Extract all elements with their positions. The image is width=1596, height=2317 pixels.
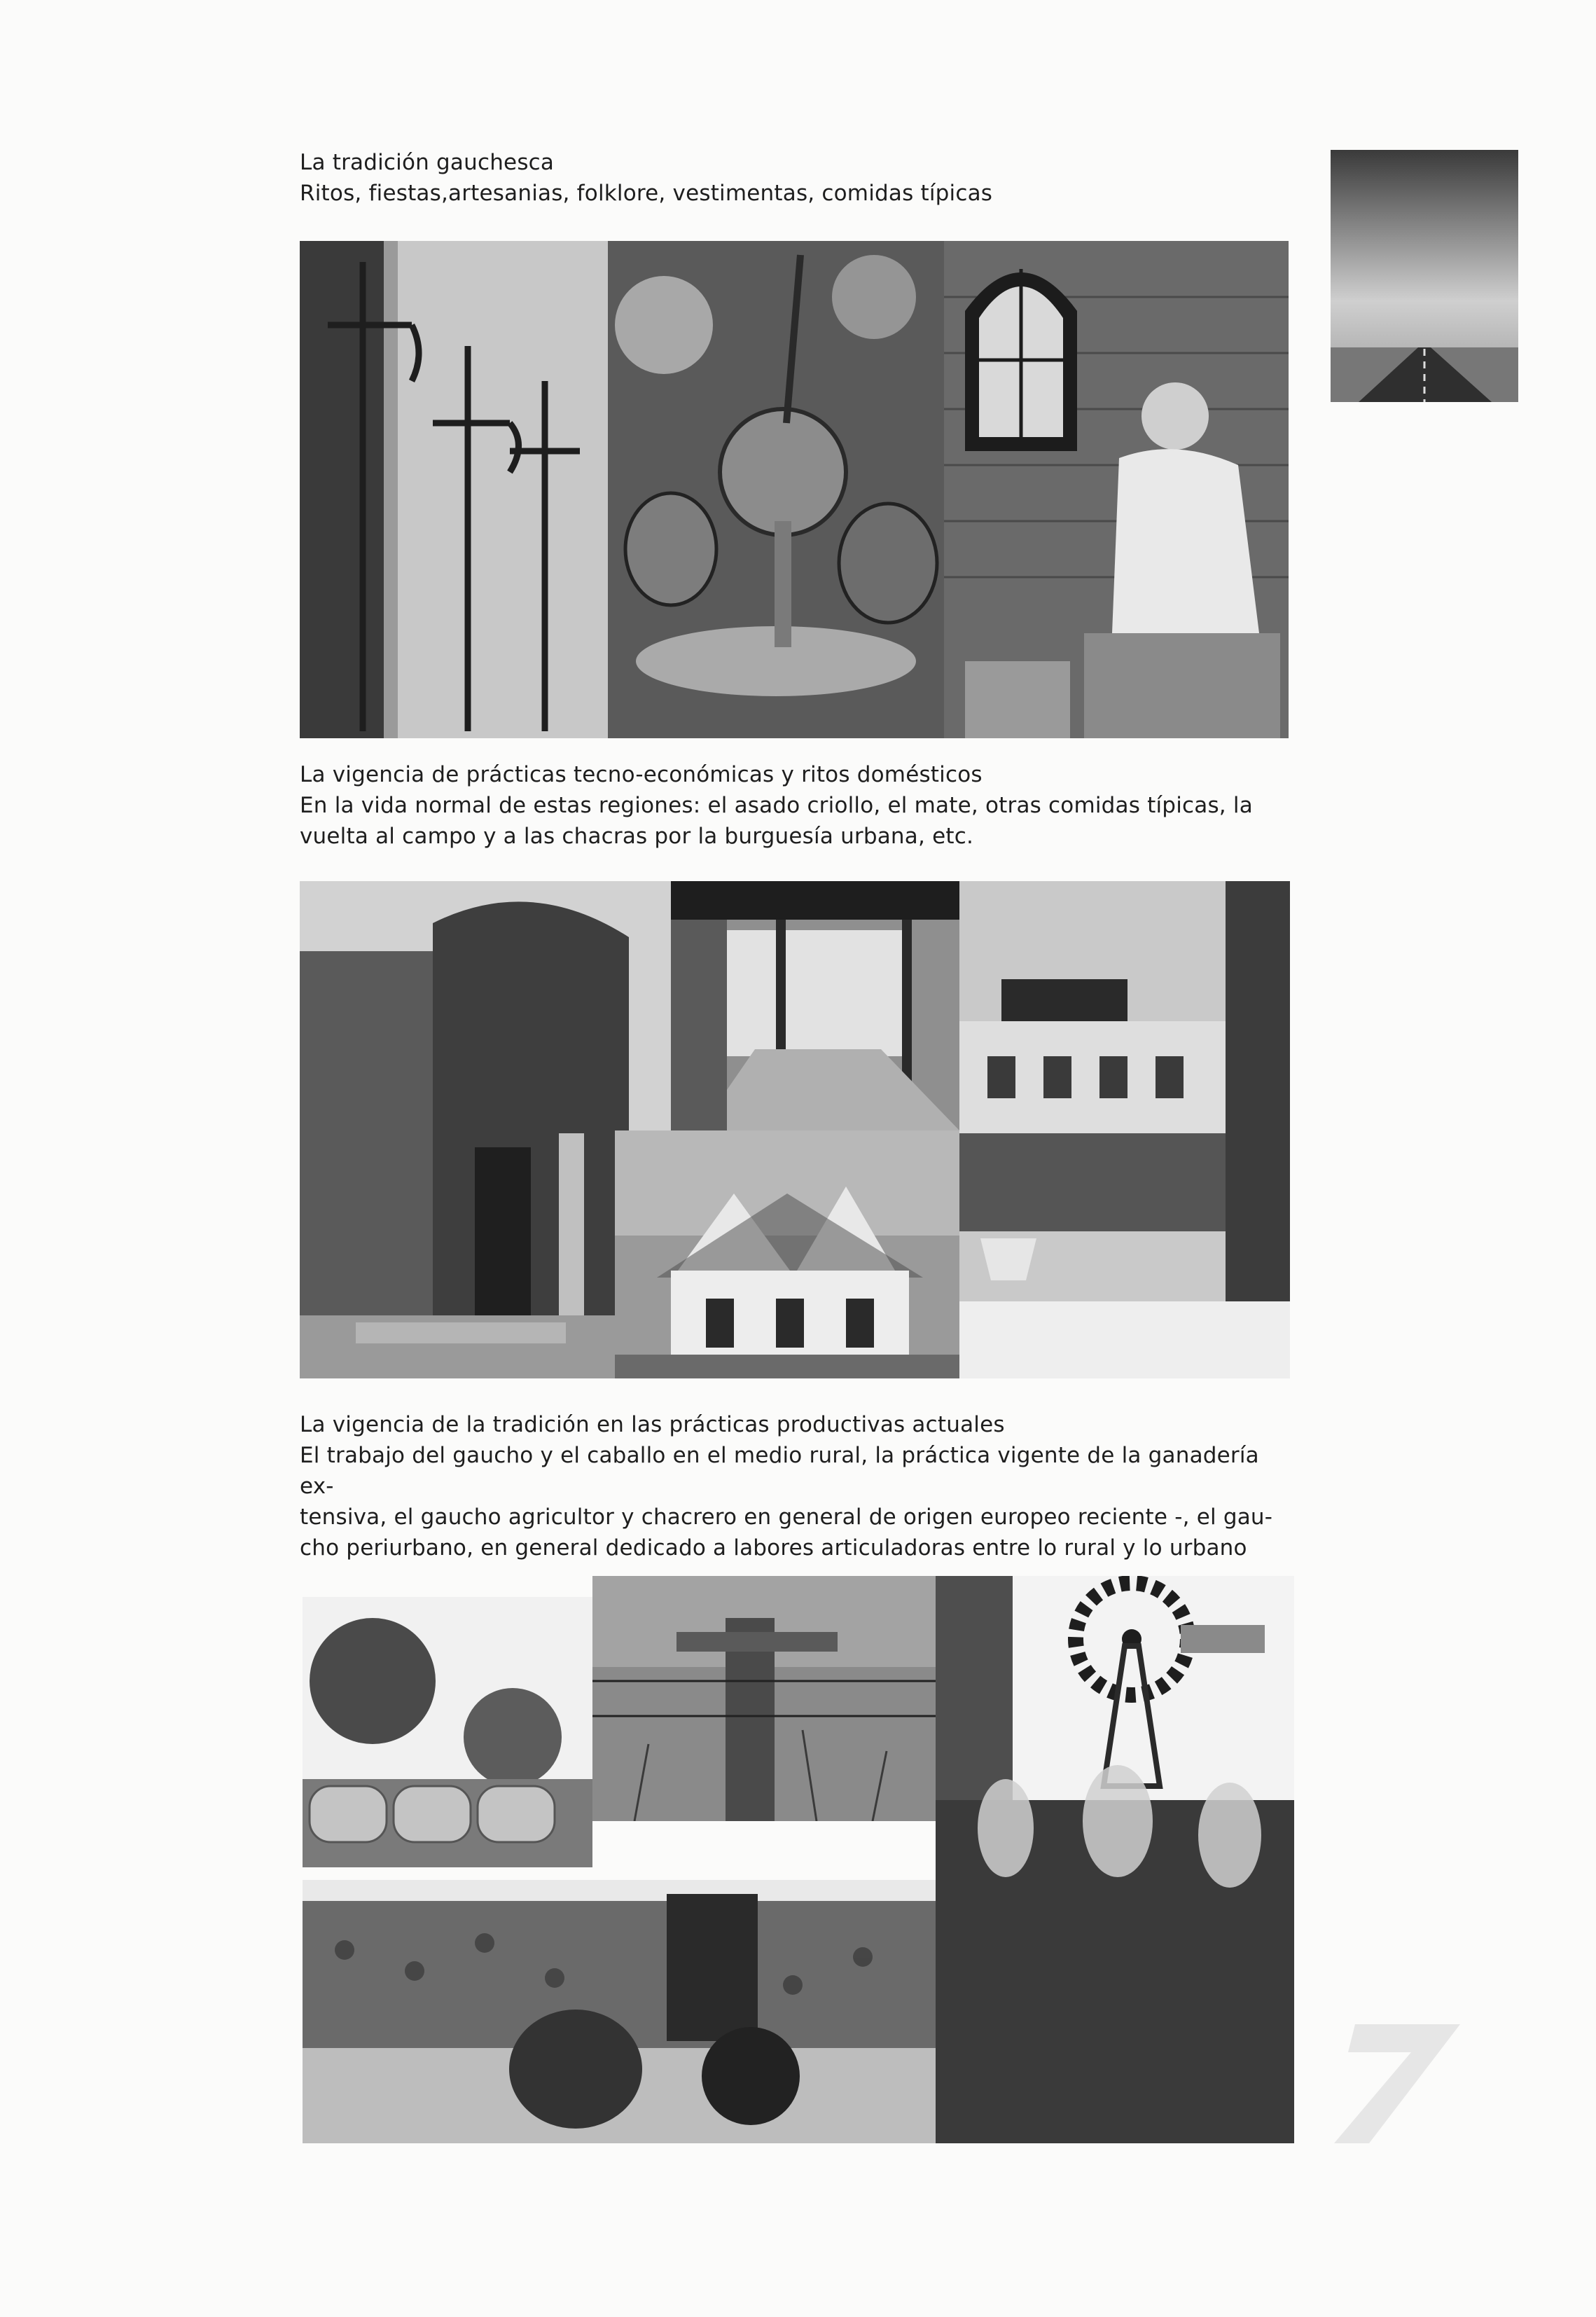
svg-text:7: 7 [1405,2134,1410,2142]
photo-branding-irons [300,241,608,738]
photo-hay-bales-tree [303,1597,592,1867]
section-3-line-3: cho periurbano, en general dedicado a labores articuladoras entre lo rural y lo urbano [300,1535,1247,1561]
photo-windmill-pampas-grass [936,1576,1294,2143]
section-3-line-2: tensiva, el gaucho agricultor y chacrero en general de origen europeo reciente -, el gau- [300,1505,1273,1530]
photo-sunflowers-tractor [303,1880,936,2143]
section-2-line-1: En la vida normal de estas regiones: el asado criollo, el mate, otras comidas típicas, la [300,793,1253,818]
photo-estancia-facade [959,881,1290,1378]
section-1-line-1: Ritos, fiestas,artesanias, folklore, vestimentas, comidas típicas [300,181,993,206]
photo-road-sky [1331,150,1518,402]
page-number [1327,2010,1488,2150]
section-3-line-1: El trabajo del gaucho y el caballo en el medio rural, la práctica vigente de la ganadería ex- [300,1443,1259,1499]
photo-fence-post-field [592,1576,936,1821]
photo-gallery-veranda [671,881,959,1130]
photo-man-seated-brick-wall [944,241,1289,738]
section-1-text [300,147,1294,209]
photo-country-house [615,1130,959,1378]
section-2-heading: La vigencia de prácticas tecno-económicas y ritos domésticos [300,762,983,787]
section-3-text [300,1409,1294,1563]
section-1-heading: La tradición gauchesca [300,150,555,175]
photo-silver-mates [608,241,944,738]
section-2-text [300,759,1294,852]
section-3-heading: La vigencia de la tradición en las prácticas productivas actuales [300,1412,1005,1437]
section-2-line-2: vuelta al campo y a las chacras por la burguesía urbana, etc. [300,824,974,849]
